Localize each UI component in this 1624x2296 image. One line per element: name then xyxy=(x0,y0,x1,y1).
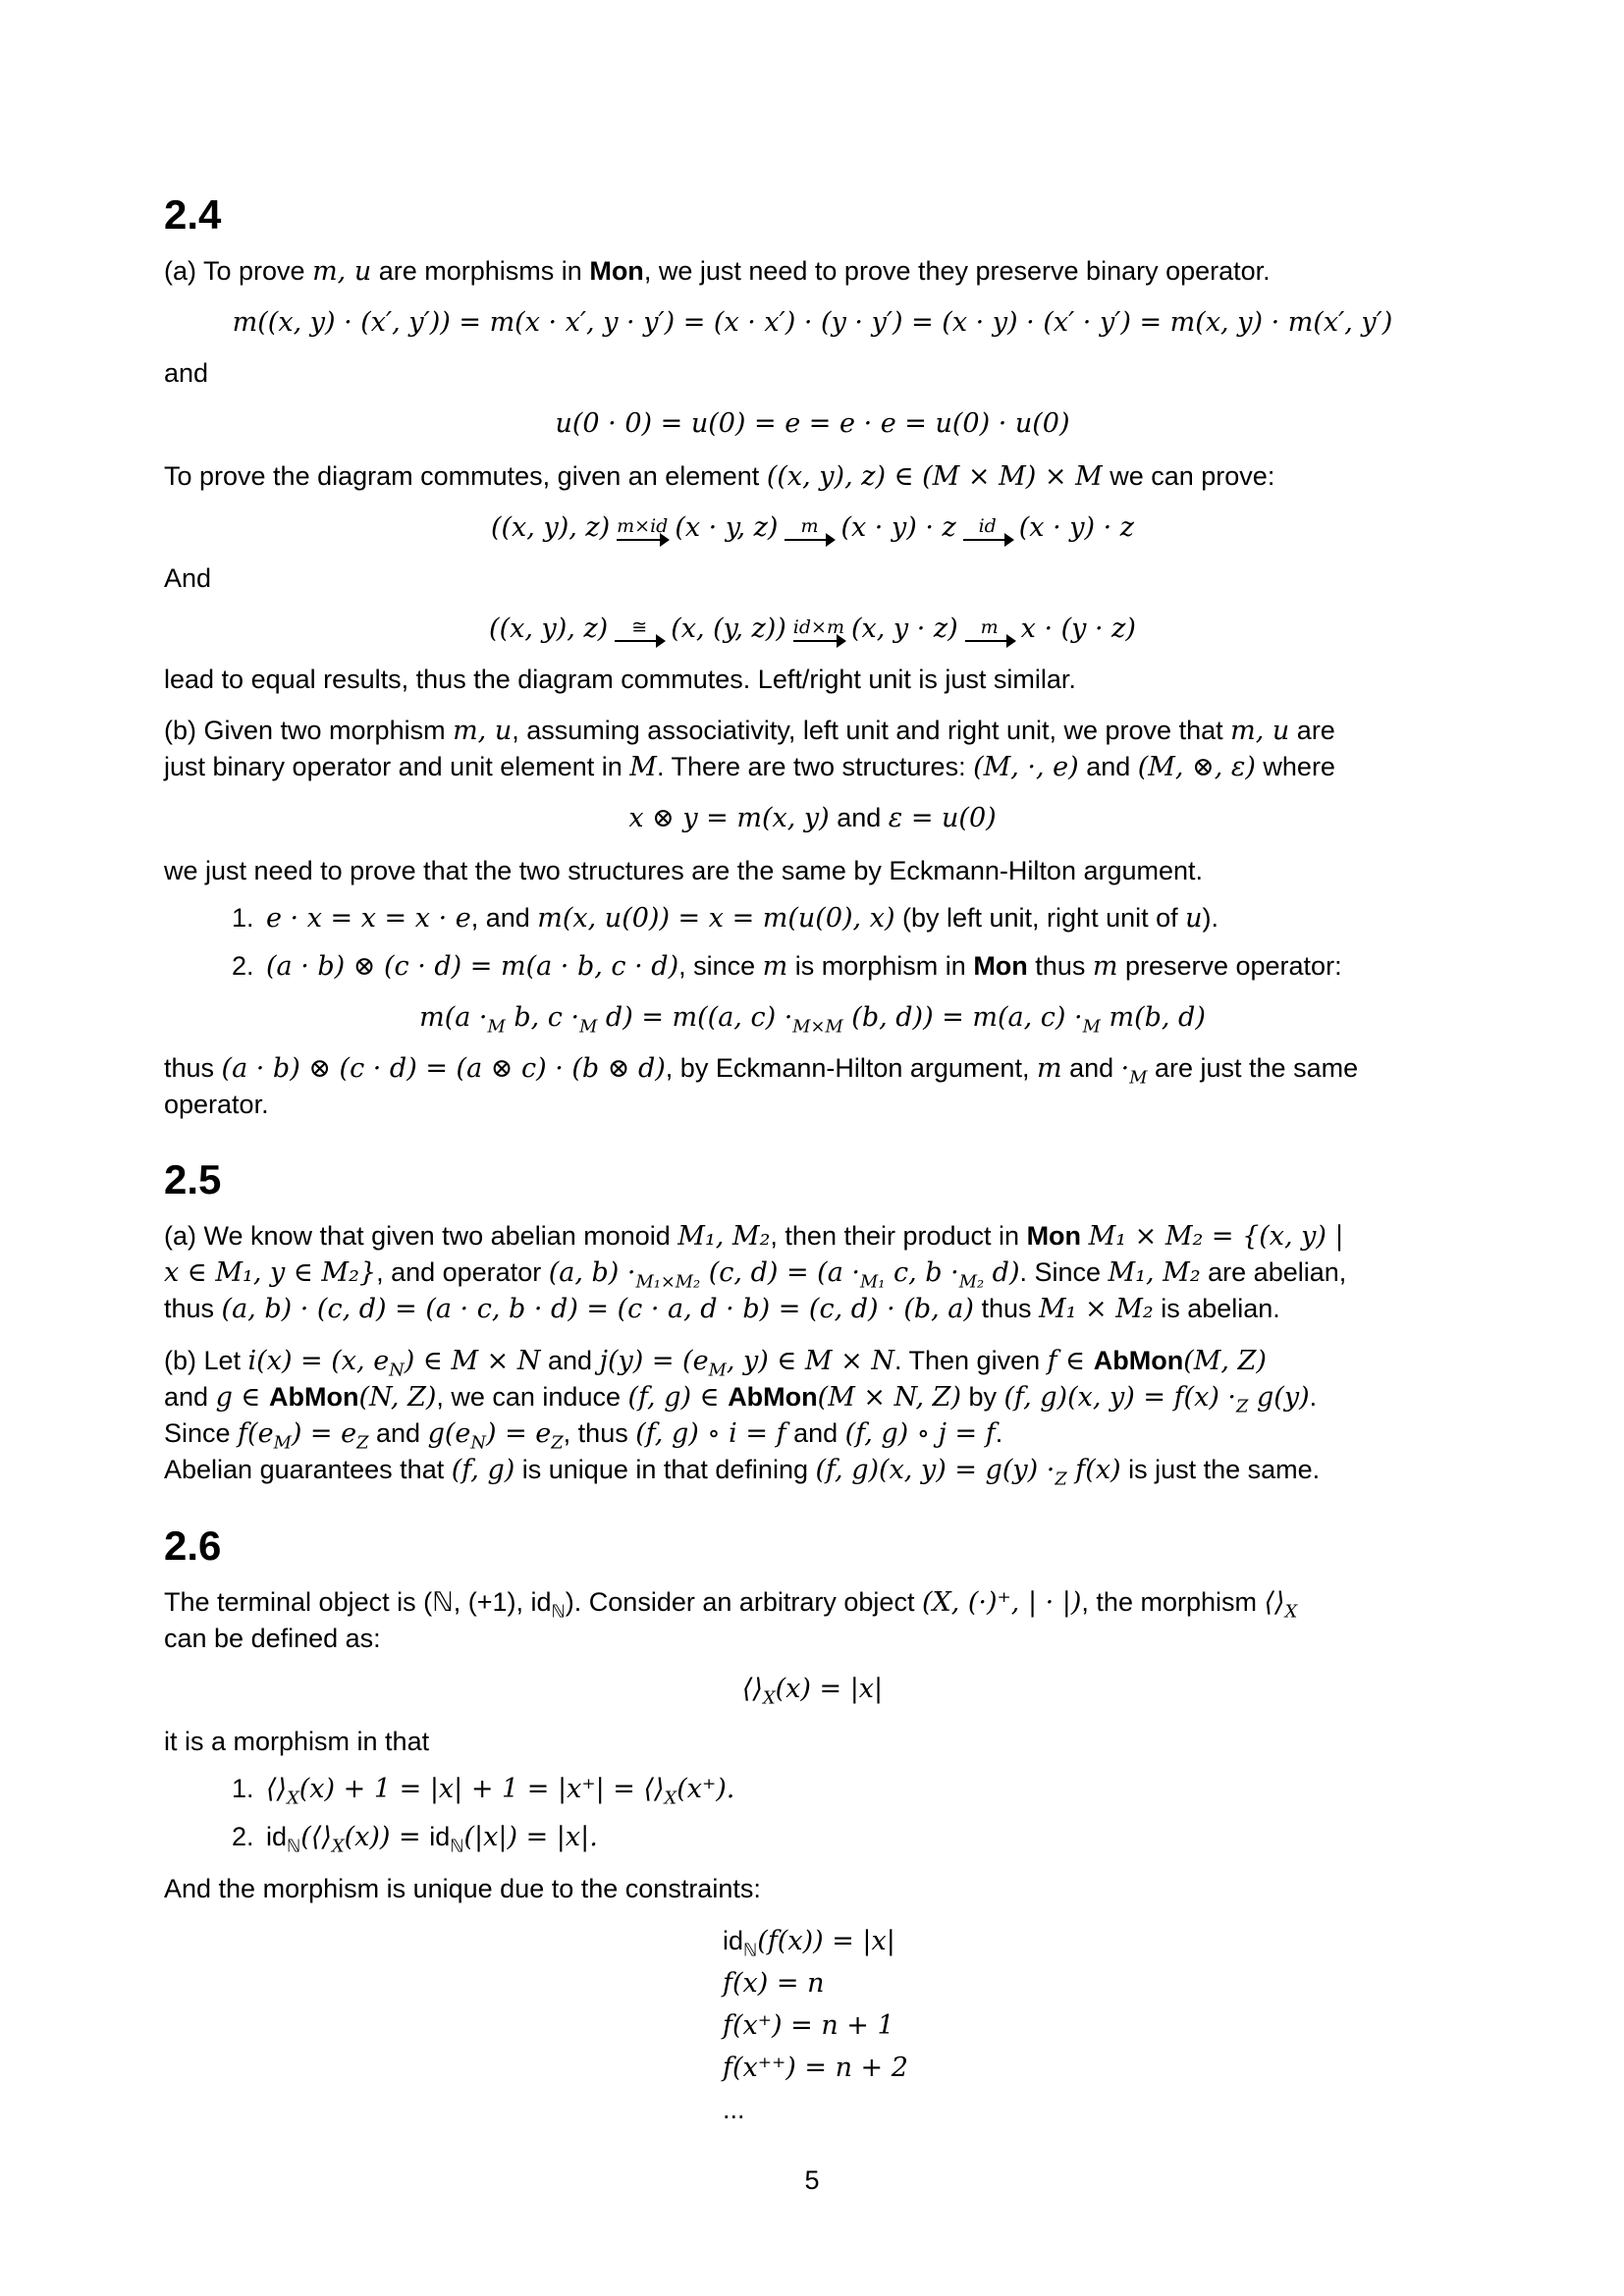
math-run: (a, b) · xyxy=(548,1257,636,1288)
math-run: M₁ × M₂ = {(x, y) | xyxy=(1088,1221,1344,1252)
math-run: M₁, M₂ xyxy=(1108,1257,1201,1288)
math-run: u xyxy=(1185,903,1203,934)
math-run: M xyxy=(629,752,657,782)
math-run: (x, (y, z)) xyxy=(671,614,786,644)
math-run: ⟨⟩ xyxy=(266,1774,288,1804)
math-run: (M × N, Z) xyxy=(817,1382,961,1413)
paragraph-line xyxy=(164,1584,1461,1621)
math-run: M xyxy=(708,1360,727,1381)
labeled-arrow-icon: m xyxy=(785,517,834,541)
paragraph-line xyxy=(164,1415,1461,1452)
math-run: ( xyxy=(300,1822,311,1852)
text-run: ℕ xyxy=(287,1836,301,1856)
paragraph-line xyxy=(164,1255,1461,1291)
text-run: and xyxy=(368,1418,428,1448)
text-run: id xyxy=(530,1587,552,1617)
list-item xyxy=(164,900,1461,936)
display-equation xyxy=(164,998,1461,1037)
math-run: X xyxy=(1284,1601,1298,1623)
math-run: (x · y, z) xyxy=(675,512,779,543)
list-item xyxy=(164,1819,1461,1855)
math-run: (x)) = xyxy=(344,1822,430,1852)
math-run: ⟨⟩ xyxy=(741,1674,763,1704)
text-run: Mon xyxy=(589,256,644,286)
constraint-equation xyxy=(723,2004,1461,2047)
text-run: , thus xyxy=(563,1418,636,1448)
math-run: m(x, u(0)) = x = m(u(0), x) xyxy=(537,903,895,934)
math-run: M₁ × M₂ xyxy=(1038,1294,1154,1324)
text-run: , we can induce xyxy=(436,1382,628,1412)
text-run: and xyxy=(1061,1053,1121,1083)
text-run: ℕ xyxy=(450,1836,464,1856)
math-run: f(x⁺⁺) = n + 2 xyxy=(723,2053,908,2083)
text-run: , then their product in xyxy=(770,1221,1027,1251)
math-run: M₁×M₂ xyxy=(635,1271,701,1293)
math-run: M xyxy=(1129,1067,1148,1089)
math-run: (M, Z) xyxy=(1183,1346,1267,1376)
text-run: ℕ xyxy=(551,1601,566,1622)
paragraph-line xyxy=(164,749,1461,785)
math-run: ) ∈ M × N xyxy=(404,1346,541,1376)
text-run: Abelian guarantees that xyxy=(164,1455,452,1484)
paragraph-line xyxy=(164,713,1461,749)
list-item-number: 2. xyxy=(232,951,254,981)
math-run: M₁, M₂ xyxy=(677,1221,771,1252)
paragraph-line xyxy=(164,1724,1461,1759)
text-run: we can prove: xyxy=(1102,461,1275,491)
list-item-number: 1. xyxy=(232,1774,254,1803)
text-run: . xyxy=(1309,1382,1318,1412)
text-run: , the morphism xyxy=(1081,1587,1265,1617)
text-run: is morphism in xyxy=(787,951,974,981)
math-run: ((x, y), z) ∈ (M × M) × M xyxy=(766,461,1103,492)
text-run: . Then given xyxy=(894,1346,1048,1375)
text-run: thus xyxy=(164,1053,222,1083)
text-run: and xyxy=(785,1418,845,1448)
math-run: X xyxy=(762,1687,776,1709)
math-run: (f(x)) = |x| xyxy=(757,1926,895,1956)
math-run: (f, g) ∘ j = f xyxy=(844,1418,996,1449)
math-run: (M, ⊗, ε) xyxy=(1137,752,1256,782)
math-run: (x · y) · z xyxy=(1018,512,1135,543)
display-equation xyxy=(164,303,1461,342)
text-run: Since xyxy=(164,1418,239,1448)
text-run xyxy=(1081,1221,1089,1251)
text-run: are xyxy=(1289,716,1335,745)
math-run: f(x) = n xyxy=(723,1968,825,1999)
display-equation xyxy=(164,404,1461,443)
math-run: ) = e xyxy=(485,1418,552,1449)
math-run: f ∈ xyxy=(1047,1346,1094,1376)
paragraph-line xyxy=(164,853,1461,888)
text-run: , and operator xyxy=(376,1257,549,1287)
math-run: (f, g) xyxy=(451,1455,515,1485)
text-run: AbMon xyxy=(1093,1346,1184,1375)
math-run: f(x⁺) = n + 1 xyxy=(723,2010,894,2041)
paragraph-line xyxy=(164,561,1461,596)
math-run: X xyxy=(331,1836,345,1857)
text-run: and xyxy=(540,1346,600,1375)
text-run: Mon xyxy=(1026,1221,1082,1251)
math-run: b, c · xyxy=(505,1002,580,1033)
math-run: X xyxy=(287,1788,299,1809)
text-run: . Since xyxy=(1019,1257,1109,1287)
text-run: (by left unit, right unit of xyxy=(894,903,1186,933)
math-run: x ∈ M₁, y ∈ M₂} xyxy=(164,1257,377,1288)
section-2-6 xyxy=(164,1522,1461,2130)
constraint-equation xyxy=(723,1962,1461,2004)
math-run: (x) = |x| xyxy=(775,1674,884,1704)
paragraph-line xyxy=(164,662,1461,697)
aligned-equations xyxy=(723,1920,1461,2130)
list-item-number: 1. xyxy=(232,903,254,933)
section-2-4 xyxy=(164,191,1461,1122)
paragraph-line xyxy=(164,1343,1461,1379)
paragraph-line xyxy=(164,1379,1461,1415)
paragraph-line xyxy=(164,1452,1461,1488)
text-run: (a) We know that given two abelian monoid xyxy=(164,1221,678,1251)
math-run: , y) ∈ M × N xyxy=(726,1346,894,1376)
math-run: m xyxy=(762,951,788,982)
display-equation xyxy=(164,610,1461,648)
math-run: M xyxy=(487,1016,506,1038)
text-run: , assuming associativity, left unit and right unit, we prove that xyxy=(512,716,1231,745)
text-run: thus xyxy=(973,1294,1039,1323)
labeled-arrow-icon: m xyxy=(965,618,1014,642)
section-heading: 2.4 xyxy=(164,191,222,238)
math-run: (c, d) = (a · xyxy=(700,1257,860,1288)
text-run: it is a morphism in that xyxy=(164,1727,430,1756)
text-run: AbMon xyxy=(728,1382,818,1412)
text-run: And xyxy=(164,563,212,593)
text-run: The terminal object is ( xyxy=(164,1587,433,1617)
math-run: x ⊗ y = m(x, y) xyxy=(628,803,830,833)
math-run: f(x) xyxy=(1066,1455,1121,1485)
paragraph-line xyxy=(164,355,1461,391)
math-run: (a, b) · (c, d) = (a · c, b · d) = (c · a, d · b) = (c, d) · (b, a) xyxy=(221,1294,974,1324)
text-run: is unique in that defining xyxy=(514,1455,816,1484)
text-run: operator. xyxy=(164,1090,269,1119)
math-run: m, u xyxy=(1230,716,1290,746)
math-run: ) = e xyxy=(291,1418,357,1449)
section-2-5 xyxy=(164,1156,1461,1490)
paragraph-line xyxy=(164,1050,1461,1087)
text-run: , since xyxy=(678,951,763,981)
math-run: ⟨⟩ xyxy=(310,1822,332,1852)
math-run: (f, g)(x, y) = f(x) · xyxy=(1003,1382,1237,1413)
math-run: Z xyxy=(1236,1396,1249,1417)
math-run: Z xyxy=(356,1432,369,1454)
labeled-arrow-icon: id×m xyxy=(793,618,844,642)
list-item-text xyxy=(266,1822,598,1857)
math-run: m, u xyxy=(312,256,372,287)
math-run: m((x, y) · (x′, y′)) = m(x · x′, y · y′) = (x · x′) · (y · y′) = (x · y) · (x′ · y′) = m(x, y) · m(x′, y′) xyxy=(232,307,1393,338)
math-run: f(e xyxy=(238,1418,274,1449)
math-run: X xyxy=(664,1788,677,1809)
text-run: id xyxy=(723,1926,744,1955)
text-run: and xyxy=(164,1382,216,1412)
math-run: (f, g) ∈ xyxy=(627,1382,729,1413)
labeled-arrow-icon: ≅ xyxy=(615,618,664,642)
paragraph-line xyxy=(164,253,1461,290)
text-run: we just need to prove that the two structures are the same by Eckmann-Hilton argument. xyxy=(164,856,1204,885)
math-run: d) = m((a, c) · xyxy=(597,1002,793,1033)
paragraph-line xyxy=(164,458,1461,495)
math-run: m xyxy=(1092,951,1118,982)
text-run: , we just need to prove they preserve binary operator. xyxy=(643,256,1271,286)
text-run: and xyxy=(164,358,209,388)
text-run: where xyxy=(1255,752,1335,781)
display-equation xyxy=(164,508,1461,547)
math-run: (X, (·)⁺, | · |) xyxy=(921,1587,1082,1618)
text-run: To prove the diagram commutes, given an element xyxy=(164,461,767,491)
list-item xyxy=(164,1771,1461,1807)
text-run: ℕ xyxy=(432,1587,454,1617)
text-run: (a) To prove xyxy=(164,256,313,286)
section-heading: 2.5 xyxy=(164,1156,222,1202)
list-item-text xyxy=(266,951,1342,981)
list-item-number: 2. xyxy=(232,1822,254,1851)
list-item-text xyxy=(266,1774,735,1809)
math-run: m, u xyxy=(453,716,513,746)
text-run: and xyxy=(1078,752,1138,781)
text-run: is abelian. xyxy=(1153,1294,1280,1323)
math-run: u(0 · 0) = u(0) = e = e · e = u(0) · u(0) xyxy=(555,408,1070,439)
math-run: M xyxy=(1082,1016,1101,1038)
text-run: Mon xyxy=(973,951,1028,981)
math-run: (x⁺). xyxy=(677,1774,735,1804)
math-run: (a · b) ⊗ (c · d) = m(a · b, c · d) xyxy=(266,951,679,982)
math-run: c, b · xyxy=(885,1257,959,1288)
paragraph-line xyxy=(164,1218,1461,1255)
math-run: (x, y · z) xyxy=(850,614,958,644)
text-run: AbMon xyxy=(269,1382,359,1412)
text-run: ). Consider an arbitrary object xyxy=(565,1587,922,1617)
math-run: (b, d)) = m(a, c) · xyxy=(842,1002,1083,1033)
text-run: And the morphism is unique due to the constraints: xyxy=(164,1874,761,1903)
math-run: m(a · xyxy=(419,1002,488,1033)
math-run: (x · y) · z xyxy=(840,512,956,543)
math-run: g ∈ xyxy=(215,1382,269,1413)
paragraph-line xyxy=(164,1087,1461,1122)
text-run: ... xyxy=(723,2095,745,2124)
list-item-text xyxy=(266,903,1218,933)
constraint-equation xyxy=(723,2047,1461,2089)
math-run: N xyxy=(470,1432,486,1454)
list-item xyxy=(164,948,1461,985)
text-run: lead to equal results, thus the diagram commutes. Left/right unit is just similar. xyxy=(164,665,1076,694)
math-run: M₂ xyxy=(958,1271,985,1293)
math-run: ε = u(0) xyxy=(888,803,997,833)
math-run: m(b, d) xyxy=(1100,1002,1206,1033)
constraint-equation xyxy=(723,2089,1461,2130)
display-equation xyxy=(164,799,1461,837)
math-run: ⟨⟩ xyxy=(643,1774,665,1804)
math-run: i(x) = (x, e xyxy=(247,1346,390,1376)
section-heading: 2.6 xyxy=(164,1522,222,1569)
math-run: m xyxy=(1036,1053,1062,1084)
text-run: (b) Let xyxy=(164,1346,248,1375)
text-run: and xyxy=(829,803,889,832)
math-run: N xyxy=(389,1360,405,1381)
text-run: id xyxy=(266,1822,288,1851)
math-run: Z xyxy=(1055,1468,1067,1490)
labeled-arrow-icon: id xyxy=(963,517,1012,541)
text-run: are just the same xyxy=(1147,1053,1359,1083)
text-run: thus xyxy=(1027,951,1093,981)
text-run: , by Eckmann-Hilton argument, xyxy=(665,1053,1037,1083)
text-run: are abelian, xyxy=(1200,1257,1347,1287)
math-run: (f, g)(x, y) = g(y) · xyxy=(815,1455,1056,1485)
labeled-arrow-icon: m×id xyxy=(617,517,668,541)
text-run: (b) Given two morphism xyxy=(164,716,454,745)
text-run: id xyxy=(429,1822,451,1851)
math-run: (f, g) ∘ i = f xyxy=(635,1418,786,1449)
math-run: · xyxy=(1120,1053,1130,1084)
text-run: are morphisms in xyxy=(371,256,590,286)
math-run: (M, ·, e) xyxy=(973,752,1079,782)
math-run: (a · b) ⊗ (c · d) = (a ⊗ c) · (b ⊗ d) xyxy=(221,1053,666,1084)
math-run: g(e xyxy=(427,1418,471,1449)
math-run: d) xyxy=(984,1257,1020,1288)
math-run: ((x, y), z) xyxy=(490,512,611,543)
text-run: thus xyxy=(164,1294,222,1323)
paragraph-line xyxy=(164,1621,1461,1656)
text-run: . xyxy=(995,1418,1003,1448)
math-run: (N, Z) xyxy=(358,1382,437,1413)
text-run: is just the same. xyxy=(1120,1455,1321,1484)
math-run: g(y) xyxy=(1248,1382,1310,1413)
math-run: j(y) = (e xyxy=(599,1346,709,1376)
page-number: 5 xyxy=(804,2165,820,2195)
constraint-equation xyxy=(723,1920,1461,1962)
text-run: by xyxy=(960,1382,1004,1412)
display-equation xyxy=(164,1670,1461,1708)
math-run: (x) + 1 = |x| + 1 = |x⁺| = xyxy=(298,1774,644,1804)
math-run: M xyxy=(273,1432,292,1454)
text-run: , and xyxy=(470,903,538,933)
math-run: Z xyxy=(551,1432,564,1454)
text-run: , (+1), xyxy=(453,1587,531,1617)
text-run: ℕ xyxy=(743,1940,758,1960)
text-run: ). xyxy=(1202,903,1219,933)
math-run: M×M xyxy=(792,1016,843,1038)
text-run: just binary operator and unit element in xyxy=(164,752,630,781)
math-run: M xyxy=(579,1016,598,1038)
paragraph-line xyxy=(164,1291,1461,1327)
text-run: . There are two structures: xyxy=(656,752,974,781)
math-run: ((x, y), z) xyxy=(489,614,609,644)
math-run: x · (y · z) xyxy=(1020,614,1136,644)
math-run: (|x|) = |x|. xyxy=(463,1822,598,1852)
math-run: e · x = x = x · e xyxy=(266,903,471,934)
math-run: ⟨⟩ xyxy=(1264,1587,1285,1618)
paragraph-line xyxy=(164,1871,1461,1906)
math-run: M₁ xyxy=(859,1271,886,1293)
text-run: can be defined as: xyxy=(164,1624,381,1653)
text-run: preserve operator: xyxy=(1117,951,1342,981)
